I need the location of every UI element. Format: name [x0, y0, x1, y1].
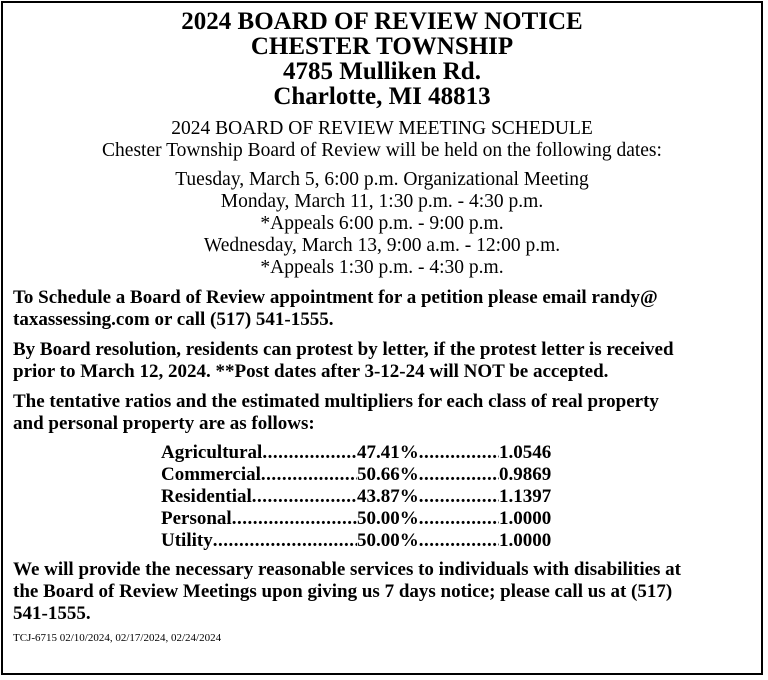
dot-leader [213, 530, 357, 552]
city-state-zip: Charlotte, MI 48813 [273, 83, 491, 110]
ratios-intro-line: The tentative ratios and the estimated multipliers for each class of real property [13, 391, 659, 412]
ratio-value: 50.00% [357, 508, 419, 529]
property-class: Personal [161, 508, 232, 529]
ratio-row [161, 530, 761, 552]
disabilities-paragraph [3, 559, 761, 625]
property-class: Commercial [161, 464, 261, 485]
township-name: CHESTER TOWNSHIP [250, 33, 514, 60]
meeting-dates [3, 169, 761, 279]
meeting-date: Tuesday, March 5, 6:00 p.m. Organizational Meeting [175, 169, 589, 190]
property-class: Residential [161, 486, 252, 507]
dot-leader [232, 508, 357, 530]
meeting-date: Monday, March 11, 1:30 p.m. - 4:30 p.m. [220, 191, 544, 212]
ratio-value: 43.87% [357, 486, 419, 507]
ratio-row [161, 508, 761, 530]
dot-leader [419, 508, 499, 530]
ratio-value: 47.41% [357, 442, 419, 463]
street-address: 4785 Mulliken Rd. [283, 58, 481, 85]
notice-box [1, 1, 763, 675]
protest-paragraph [3, 339, 761, 383]
schedule-title: 2024 BOARD OF REVIEW MEETING SCHEDULE [171, 118, 593, 139]
notice-header [3, 9, 761, 109]
multiplier-value: 1.1397 [499, 486, 552, 507]
appointment-line: To Schedule a Board of Review appointment for a petition please email randy@ [13, 287, 658, 308]
dot-leader [262, 442, 357, 464]
ratios-intro-paragraph [3, 391, 761, 435]
ratio-row [161, 442, 761, 464]
multiplier-value: 1.0000 [499, 530, 552, 551]
multiplier-value: 0.9869 [499, 464, 552, 485]
appointment-line: taxassessing.com or call (517) 541-1555. [13, 309, 334, 330]
protest-line: By Board resolution, residents can protest by letter, if the protest letter is received [13, 339, 674, 360]
ratio-row [161, 464, 761, 486]
ratio-value: 50.00% [357, 530, 419, 551]
publication-footer: TCJ-6715 02/10/2024, 02/17/2024, 02/24/2024 [13, 632, 222, 644]
ratio-value: 50.66% [357, 464, 419, 485]
property-class: Utility [161, 530, 213, 551]
meeting-date: Wednesday, March 13, 9:00 a.m. - 12:00 p.m. [203, 235, 561, 256]
notice-title: 2024 BOARD OF REVIEW NOTICE [181, 8, 583, 35]
ratio-row [161, 486, 761, 508]
ratios-table [161, 442, 761, 552]
meeting-date: *Appeals 1:30 p.m. - 4:30 p.m. [260, 257, 504, 278]
dot-leader [419, 486, 499, 508]
appointment-paragraph [3, 287, 761, 331]
schedule-section [3, 118, 761, 162]
ratios-intro-line: and personal property are as follows: [13, 413, 315, 434]
dot-leader [261, 464, 357, 486]
dot-leader [419, 442, 499, 464]
multiplier-value: 1.0546 [499, 442, 552, 463]
dot-leader [419, 530, 499, 552]
disabilities-line: 541-1555. [13, 603, 91, 624]
disabilities-line: We will provide the necessary reasonable services to individuals with disabilities at [13, 559, 682, 580]
dot-leader [419, 464, 499, 486]
property-class: Agricultural [161, 442, 263, 463]
schedule-intro: Chester Township Board of Review will be held on the following dates: [102, 140, 662, 161]
disabilities-line: the Board of Review Meetings upon giving us 7 days notice; please call us at (517) [13, 581, 673, 602]
protest-line: prior to March 12, 2024. **Post dates after 3-12-24 will NOT be accepted. [13, 361, 609, 382]
meeting-date: *Appeals 6:00 p.m. - 9:00 p.m. [260, 213, 504, 234]
dot-leader [252, 486, 357, 508]
multiplier-value: 1.0000 [499, 508, 552, 529]
